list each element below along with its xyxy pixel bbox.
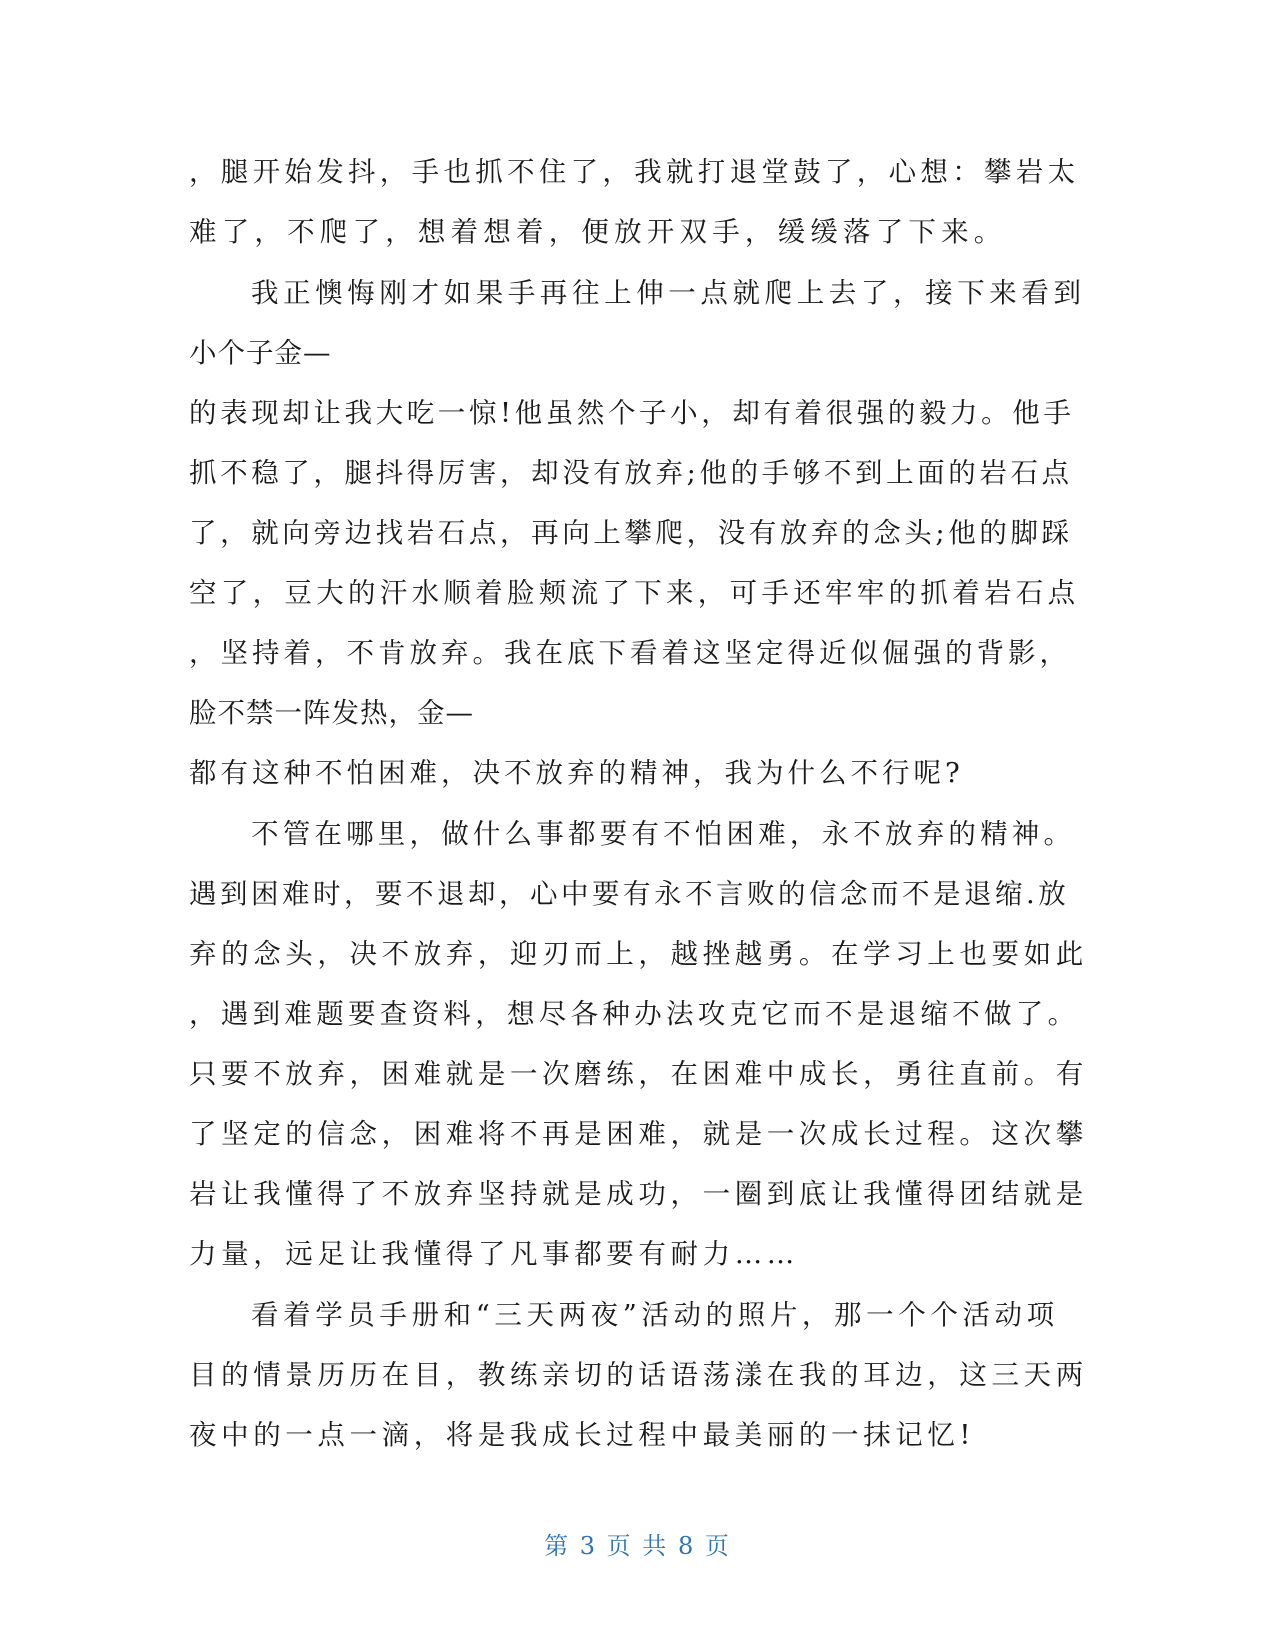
- text-line: 岩让我懂得了不放弃坚持就是成功，一圈到底让我懂得团结就是: [189, 1178, 1088, 1210]
- text-line: 只要不放弃，困难就是一次磨练，在困难中成长，勇往直前。有: [189, 1058, 1088, 1090]
- text-line: ，坚持着，不肯放弃。我在底下看着这坚定得近似倔强的背影，: [189, 637, 1071, 669]
- text-line: ，遇到难题要查资料，想尽各种办法攻克它而不是退缩不做了。: [189, 998, 1080, 1030]
- text-line: 目的情景历历在目，教练亲切的话语荡漾在我的耳边，这三天两: [189, 1359, 1088, 1391]
- page-number-footer: 第 3 页 共 8 页: [544, 1532, 731, 1560]
- text-line: 了坚定的信念，困难将不再是困难，就是一次成长过程。这次攀: [189, 1118, 1088, 1150]
- paragraph-first-line: 我正懊悔刚才如果手再往上伸一点就爬上去了，接下来看到: [251, 277, 1086, 309]
- text-line: 了，就向旁边找岩石点，再向上攀爬，没有放弃的念头;他的脚踩: [189, 517, 1073, 549]
- text-line: 夜中的一点一滴，将是我成长过程中最美丽的一抹记忆!: [189, 1419, 976, 1451]
- text-line: 空了，豆大的汗水顺着脸颊流了下来，可手还牢牢的抓着岩石点: [189, 577, 1080, 609]
- paragraph-first-line: 不管在哪里，做什么事都要有不怕困难，永不放弃的精神。: [251, 818, 1076, 850]
- text-line: 小个子金—: [189, 337, 332, 369]
- text-line: 的表现却让我大吃一惊!他虽然个子小，却有着很强的毅力。他手: [189, 397, 1075, 429]
- paragraph-first-line: 看着学员手册和“三天两夜”活动的照片，那一个个活动项: [251, 1299, 1059, 1331]
- text-line: 遇到困难时，要不退却，心中要有永不言败的信念而不是退缩.放: [189, 878, 1070, 910]
- text-line: 抓不稳了，腿抖得厉害，却没有放弃;他的手够不到上面的岩石点: [189, 457, 1073, 489]
- text-line: 都有这种不怕困难，决不放弃的精神，我为什么不行呢?: [189, 757, 964, 789]
- text-line: 弃的念头，决不放弃，迎刃而上，越挫越勇。在学习上也要如此: [189, 938, 1088, 970]
- text-line: 脸不禁一阵发热，金—: [189, 697, 474, 729]
- text-line: ，腿开始发抖，手也抓不住了，我就打退堂鼓了，心想：攀岩太: [189, 156, 1080, 188]
- text-line: 难了，不爬了，想着想着，便放开双手，缓缓落了下来。: [189, 216, 1007, 248]
- text-line: 力量，远足让我懂得了凡事都要有耐力……: [189, 1238, 799, 1270]
